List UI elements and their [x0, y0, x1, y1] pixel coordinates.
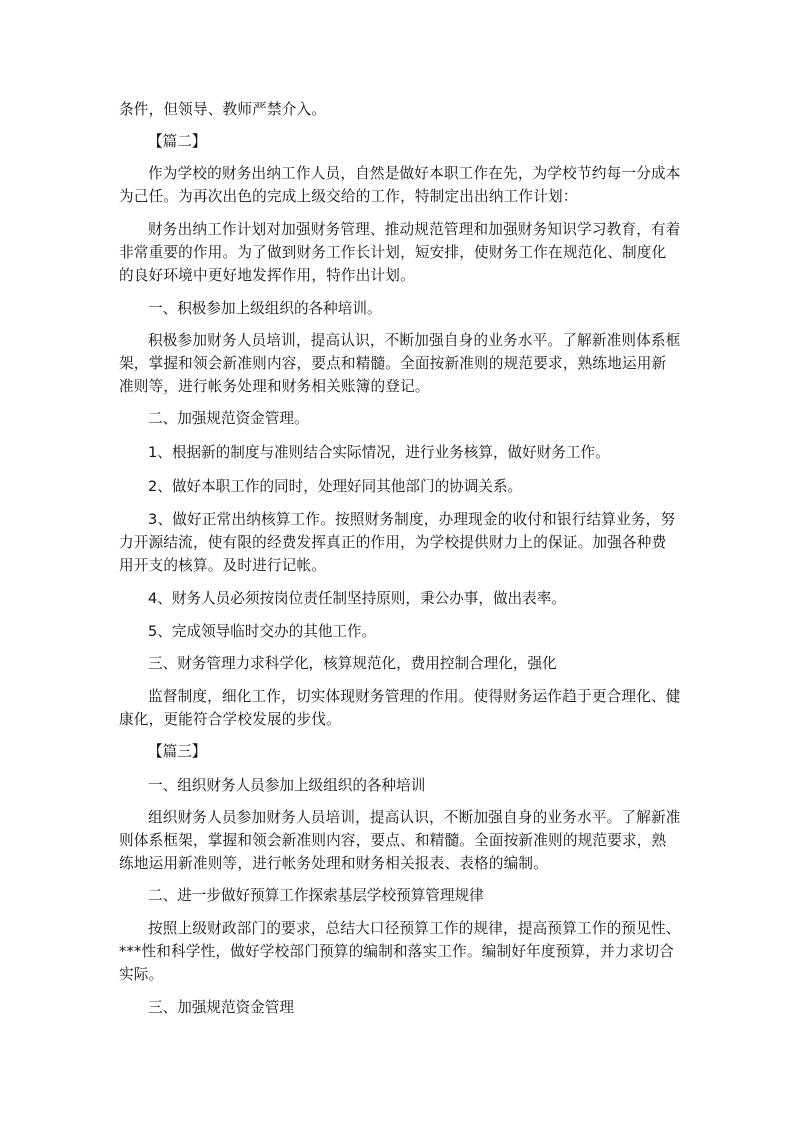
item-heading-funds-management: 三、加强规范资金管理	[148, 999, 294, 1016]
paragraph-intro: 作为学校的财务出纳工作人员，自然是做好本职工作在先，为学校节约每一分成本为己任。为再次出色的完成上级交给的工作，特制定出出纳工作计划：	[119, 165, 681, 205]
list-item-2: 2、做好本职工作的同时，处理好同其他部门的协调关系。	[148, 478, 523, 495]
item-heading-management: 三、财务管理力求科学化，核算规范化，费用控制合理化，强化	[148, 655, 557, 672]
list-item-3: 3、做好正常出纳核算工作。按照财务制度，办理现金的收付和银行结算业务，努力开源结流，使有限的经费发挥真正的作用，为学校提供财力上的保证。加强各种费用开支的核算。及时进行记帐。	[119, 511, 676, 574]
paragraph-plan-purpose: 财务出纳工作计划对加强财务管理、推动规范管理和加强财务知识学习教育，有着非常重要的作用。为了做到财务工作长计划，短安排，使财务工作在规范化、制度化的良好环境中更好地发挥作用，特作出计划。	[119, 221, 681, 284]
section-heading-part3: 【篇三】	[148, 743, 207, 760]
paragraph-budget: 按照上级财政部门的要求，总结大口径预算工作的规律，提高预算工作的预见性、***性和科学性，做好学校部门预算的编制和落实工作。编制好年度预算，并力求切合实际。	[119, 920, 681, 983]
paragraph-training: 积极参加财务人员培训，提高认识，不断加强自身的业务水平。了解新准则体系框架，掌握和领会新准则内容，要点和精髓。全面按新准则的规范要求，熟练地运用新准则等，进行帐务处理和财务相关账簿的登记。	[119, 332, 681, 395]
paragraph-supervision: 监督制度，细化工作，切实体现财务管理的作用。使得财务运作趋于更合理化、健康化，更能符合学校发展的步伐。	[119, 688, 681, 728]
item-heading-organize-training: 一、组织财务人员参加上级组织的各种培训	[148, 777, 426, 794]
paragraph-continuation: 条件，但领导、教师严禁介入。	[119, 101, 327, 118]
item-heading-budget: 二、进一步做好预算工作探索基层学校预算管理规律	[148, 887, 484, 904]
list-item-4: 4、财务人员必须按岗位责任制坚持原则，秉公办事，做出表率。	[148, 590, 566, 607]
list-item-5: 5、完成领导临时交办的其他工作。	[148, 623, 377, 640]
item-heading-funds: 二、加强规范资金管理。	[148, 410, 309, 427]
section-heading-part2: 【篇二】	[148, 133, 207, 150]
list-item-1: 1、根据新的制度与准则结合实际情况，进行业务核算，做好财务工作。	[148, 444, 610, 461]
item-heading-training: 一、积极参加上级组织的各种培训。	[148, 300, 382, 317]
paragraph-organize-training: 组织财务人员参加财务人员培训，提高认识，不断加强自身的业务水平。了解新准则体系框架，掌握和领会新准则内容，要点、和精髓。全面按新准则的规范要求，熟练地运用新准则等，进行帐务处理和财务相关报表、表格的编制。	[119, 809, 681, 872]
